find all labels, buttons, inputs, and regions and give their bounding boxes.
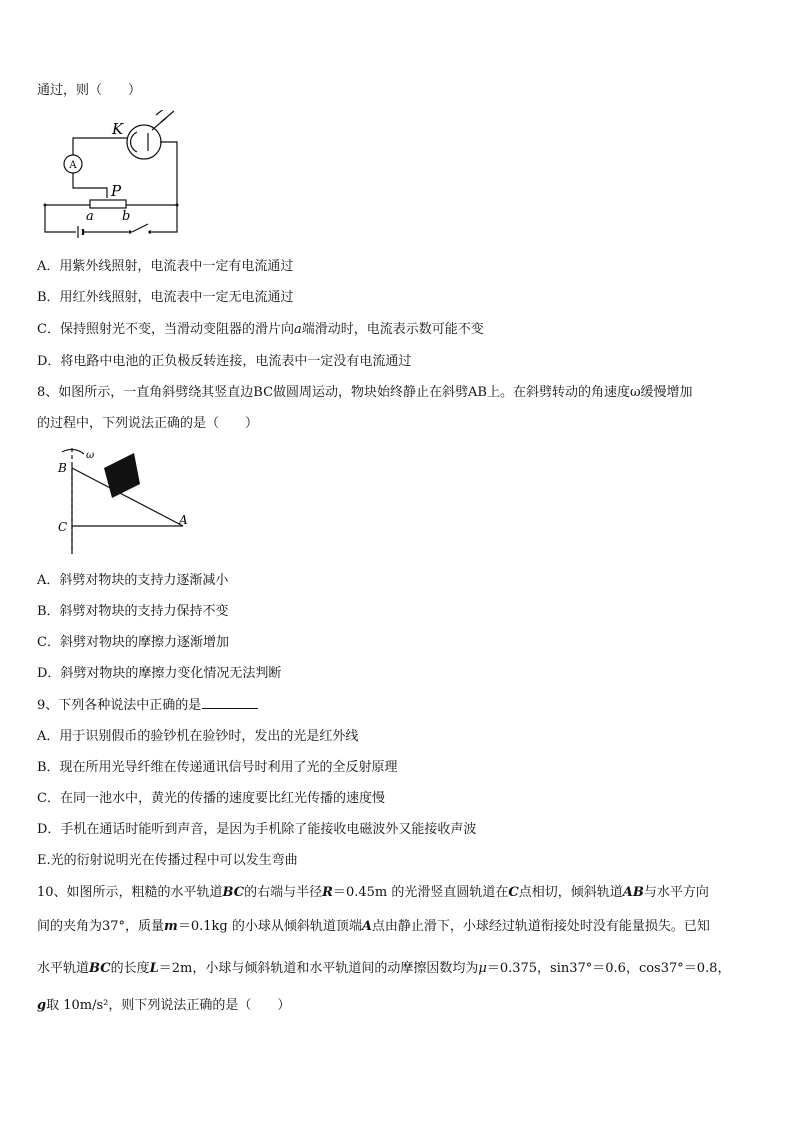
q10-line1: 10、如图所示，粗糙的水平轨道BC的右端与半径R＝0.45m 的光滑竖直圆轨道在C点相切，倾斜轨道AB与水平方向 xyxy=(37,885,709,900)
q8-option-b: B．斜劈对物块的支持力保持不变 xyxy=(37,604,229,619)
q7-option-c xyxy=(37,321,484,339)
label-C: C xyxy=(58,520,68,534)
answer-blank xyxy=(202,696,258,709)
q10-line2: 间的夹角为37°，质量m＝0.1kg 的小球从倾斜轨道顶端A点由静止滑下，小球经过轨道衔接处时没有能量损失。已知 xyxy=(37,919,710,934)
label-omega: ω xyxy=(86,450,95,461)
block xyxy=(104,453,140,498)
q7-option-d: D．将电路中电池的正负极反转连接，电流表中一定没有电流通过 xyxy=(37,354,412,369)
q9-option-a: A．用于识别假币的验钞机在验钞时，发出的光是红外线 xyxy=(37,729,359,744)
q9-stem xyxy=(37,696,258,715)
q10-line4: g取 10m/s²，则下列说法正确的是（ ） xyxy=(37,998,291,1013)
q9-option-e: E.光的衍射说明光在传播过程中可以发生弯曲 xyxy=(37,853,298,868)
q9-stem-text: 9、下列各种说法中正确的是 xyxy=(37,698,202,713)
q8-stem-line1: 8、如图所示，一直角斜劈绕其竖直边BC做圆周运动，物块始终静止在斜劈AB上。在斜劈转动的角速度ω缓慢增加 xyxy=(37,385,693,400)
q8-stem-line2: 的过程中，下列说法正确的是（ ） xyxy=(37,416,259,431)
q7-option-a: A．用紫外线照射，电流表中一定有电流通过 xyxy=(37,259,294,274)
phototube xyxy=(127,125,161,159)
label-B: B xyxy=(58,461,67,475)
q9-option-c: C．在同一池水中，黄光的传播的速度要比红光传播的速度慢 xyxy=(37,791,385,806)
q7-option-c-tail: 端滑动时，电流表示数可能不变 xyxy=(301,322,484,337)
q9-option-d: D．手机在通话时能听到声音，是因为手机除了能接收电磁波外又能接收声波 xyxy=(37,822,477,837)
q7-stem-tail: 通过，则（ ） xyxy=(37,83,142,98)
q8-option-a: A．斜劈对物块的支持力逐渐减小 xyxy=(37,573,229,588)
q7-option-c-symbol: a xyxy=(293,322,302,337)
q7-circuit-diagram xyxy=(40,110,190,245)
ammeter-label: A xyxy=(69,160,77,171)
label-A: A xyxy=(179,513,188,527)
rheostat xyxy=(90,200,126,208)
label-P: P xyxy=(111,182,122,200)
label-a: a xyxy=(86,209,94,224)
label-K: K xyxy=(112,120,124,138)
q8-option-c: C．斜劈对物块的摩擦力逐渐增加 xyxy=(37,635,229,650)
q8-option-d: D．斜劈对物块的摩擦力变化情况无法判断 xyxy=(37,666,282,681)
q7-option-b: B．用红外线照射，电流表中一定无电流通过 xyxy=(37,290,294,305)
label-b: b xyxy=(122,209,131,224)
q9-option-b: B．现在所用光导纤维在传递通讯信号时利用了光的全反射原理 xyxy=(37,760,398,775)
q10-line3: 水平轨道BC的长度L＝2m，小球与倾斜轨道和水平轨道间的动摩擦因数均为μ＝0.375，sin37°＝0.6，cos37°＝0.8， xyxy=(37,961,731,976)
q8-wedge-diagram xyxy=(50,446,200,558)
q7-option-c-text: C．保持照射光不变，当滑动变阻器的滑片向 xyxy=(37,322,294,337)
